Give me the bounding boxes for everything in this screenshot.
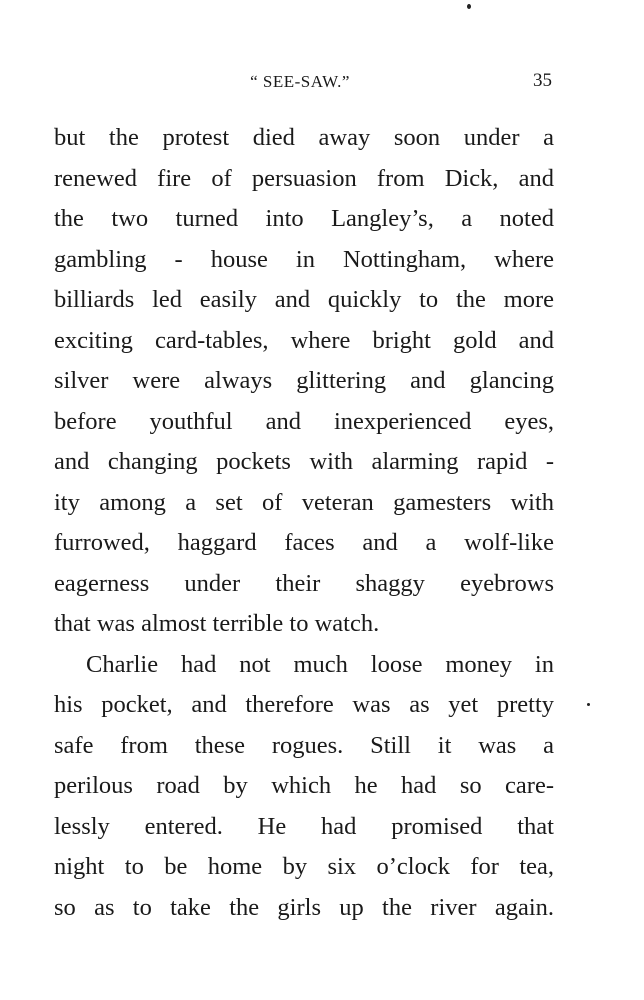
paragraph xyxy=(54,645,554,929)
body-text xyxy=(54,118,554,928)
text-line: perilous road by which he had so care- xyxy=(54,772,554,799)
text-line: but the protest died away soon under a xyxy=(54,124,554,151)
running-title: “ SEE-SAW.” xyxy=(250,72,350,91)
text-line: ity among a set of veteran gamesters with xyxy=(54,488,554,516)
text-line: eagerness under their shaggy eyebrows xyxy=(54,569,554,597)
text-line: furrowed, haggard faces and a wolf-like xyxy=(54,529,554,556)
text-line: Charlie had not much loose money in xyxy=(86,650,554,678)
text-line: gambling - house in Nottingham, where xyxy=(54,245,554,273)
ink-speck xyxy=(587,703,590,706)
running-head xyxy=(0,70,644,100)
text-line: billiards led easily and quickly to the more xyxy=(54,286,554,313)
text-line: and changing pockets with alarming rapid - xyxy=(54,448,554,475)
text-line: so as to take the girls up the river again. xyxy=(54,893,554,921)
text-line: lessly entered. He had promised that xyxy=(54,812,554,840)
text-line: the two turned into Langley’s, a noted xyxy=(54,205,554,232)
text-line: before youthful and inexperienced eyes, xyxy=(54,407,554,435)
page-number: 35 xyxy=(533,70,552,91)
text-line: his pocket, and therefore was as yet pretty xyxy=(54,691,554,718)
text-line: renewed fire of persuasion from Dick, and xyxy=(54,164,554,192)
text-line: silver were always glittering and glancing xyxy=(54,367,554,394)
text-line: safe from these rogues. Still it was a xyxy=(54,731,554,759)
paragraph xyxy=(54,118,554,645)
text-line: that was almost terrible to watch. xyxy=(54,610,380,637)
ink-speck xyxy=(467,4,471,9)
text-line: exciting card-tables, where bright gold and xyxy=(54,326,554,354)
text-line: night to be home by six o’clock for tea, xyxy=(54,853,554,880)
